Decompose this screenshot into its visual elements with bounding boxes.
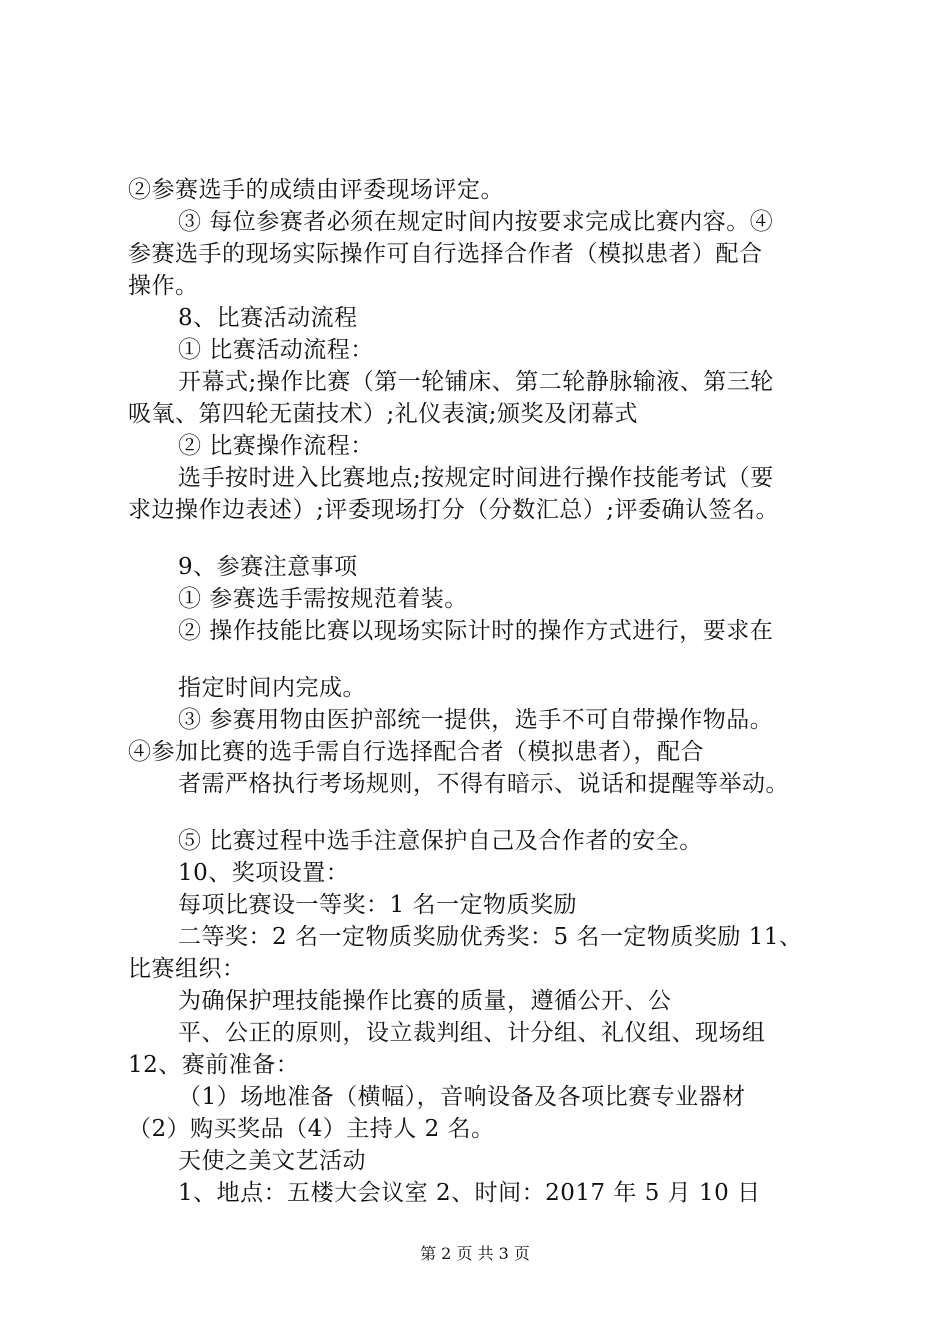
text-line: 求边操作边表述）;评委现场打分（分数汇总）;评委确认签名。 — [128, 497, 779, 523]
section-heading: 9、参赛注意事项 — [178, 554, 358, 580]
text-line: ⑤ 比赛过程中选手注意保护自己及合作者的安全。 — [178, 828, 703, 854]
text-line: 每项比赛设一等奖：1 名一定物质奖励 — [178, 892, 577, 918]
text-line: 指定时间内完成。 — [178, 675, 366, 701]
text-line: ① 比赛活动流程： — [178, 337, 374, 363]
section-heading: 8、比赛活动流程 — [178, 305, 358, 331]
section-heading: 天使之美文艺活动 — [178, 1148, 366, 1174]
text-line: 选手按时进入比赛地点;按规定时间进行操作技能考试（要 — [178, 465, 774, 491]
text-line: 比赛组织： — [128, 956, 246, 982]
text-line: 二等奖：2 名一定物质奖励优秀奖：5 名一定物质奖励 11、 — [178, 924, 803, 950]
section-heading: 12、赛前准备： — [128, 1052, 300, 1078]
text-line: ②参赛选手的成绩由评委现场评定。 — [128, 177, 504, 203]
text-line: 平、公正的原则，设立裁判组、计分组、礼仪组、现场组 — [178, 1020, 766, 1046]
text-line: （2）购买奖品（4）主持人 2 名。 — [128, 1116, 495, 1142]
text-line: ③ 参赛用物由医护部统一提供，选手不可自带操作物品。 — [178, 707, 774, 733]
text-line: 参赛选手的现场实际操作可自行选择合作者（模拟患者）配合 — [128, 241, 763, 267]
page-footer: 第 2 页 共 3 页 — [420, 1244, 530, 1263]
text-line: 者需严格执行考场规则，不得有暗示、说话和提醒等举动。 — [178, 771, 789, 797]
text-line: （1）场地准备（横幅），音响设备及各项比赛专业器材 — [178, 1084, 746, 1110]
text-line: 为确保护理技能操作比赛的质量，遵循公开、公 — [178, 988, 672, 1014]
section-heading: 10、奖项设置： — [178, 860, 350, 886]
text-line: ④参加比赛的选手需自行选择配合者（模拟患者），配合 — [128, 739, 704, 765]
text-line: ② 操作技能比赛以现场实际计时的操作方式进行，要求在 — [178, 618, 774, 644]
text-line: 操作。 — [128, 273, 199, 299]
text-line: 1、地点：五楼大会议室 2、时间：2017 年 5 月 10 日 — [178, 1180, 761, 1206]
text-line: ① 参赛选手需按规范着装。 — [178, 586, 468, 612]
text-line: ② 比赛操作流程： — [178, 433, 374, 459]
text-line: ③ 每位参赛者必须在规定时间内按要求完成比赛内容。④ — [178, 209, 774, 235]
text-line: 开幕式;操作比赛（第一轮铺床、第二轮静脉输液、第三轮 — [178, 369, 774, 395]
text-line: 吸氧、第四轮无菌技术）;礼仪表演;颁奖及闭幕式 — [128, 401, 638, 427]
